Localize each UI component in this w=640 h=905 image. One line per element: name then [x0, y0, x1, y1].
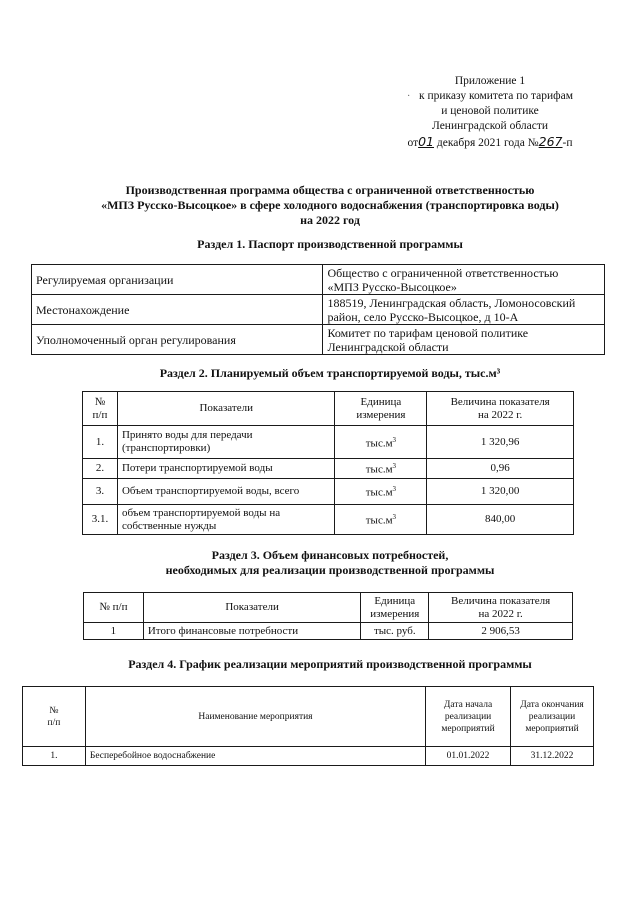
row-unit — [335, 505, 427, 535]
document-title — [40, 183, 620, 228]
header-end — [511, 687, 594, 747]
annex-header — [350, 74, 630, 151]
row-num: 2. — [83, 459, 118, 479]
header-num-line-1: № — [94, 395, 106, 408]
passport-value-line-2: район, село Русско-Высоцкое, д 10-А — [327, 309, 519, 324]
row-name — [117, 505, 335, 535]
table-row — [83, 459, 574, 479]
table-row — [32, 325, 605, 355]
header-start — [426, 687, 511, 747]
header-indicator: Показатели — [143, 593, 360, 623]
header-value — [427, 392, 574, 426]
header-unit — [361, 593, 429, 623]
table-row — [32, 295, 605, 325]
row-value: 0,96 — [427, 459, 574, 479]
header-unit-line-1: Единица — [374, 594, 416, 607]
handwritten-order-number: 267 — [538, 134, 563, 149]
row-num: 3.1. — [83, 505, 118, 535]
annex-line-3: и ценовой политике — [441, 105, 539, 117]
passport-value-line-1: 188519, Ленинградская область, Ломоносовский — [327, 295, 576, 310]
header-num — [23, 687, 86, 747]
header-name: Наименование мероприятия — [85, 687, 425, 747]
header-unit-line-2: измерения — [370, 607, 420, 620]
row-num: 1. — [83, 426, 118, 459]
header-num-line-1: № — [49, 705, 59, 716]
passport-value-line-2: Ленинградской области — [327, 339, 449, 354]
unit-text: тыс.м — [365, 486, 393, 499]
document-title-line-2: «МПЗ Русско-Высоцкое» в сфере холодного водоснабжения (транспортировка воды) — [101, 198, 559, 212]
row-unit — [335, 426, 427, 459]
header-unit-line-1: Единица — [360, 395, 402, 408]
date-suffix: -п — [562, 137, 573, 149]
unit-superscript: 3 — [392, 513, 397, 522]
header-num-line-2: п/п — [92, 408, 108, 421]
header-value-line-1: Величина показателя — [450, 395, 550, 408]
schedule-table — [22, 686, 594, 766]
passport-label: Регулируемая организации — [32, 265, 323, 295]
unit-superscript: 3 — [392, 435, 397, 444]
passport-value-line-1: Комитет по тарифам ценовой политике — [327, 325, 529, 340]
table-row — [23, 747, 594, 766]
row-value: 840,00 — [427, 505, 574, 535]
passport-label: Уполномоченный орган регулирования — [32, 325, 323, 355]
row-name: Итого финансовые потребности — [143, 623, 360, 640]
row-unit: тыс. руб. — [361, 623, 429, 640]
row-name-line-1: Принято воды для передачи — [121, 429, 253, 441]
unit-superscript: 3 — [392, 462, 397, 471]
row-start: 01.01.2022 — [426, 747, 511, 766]
header-start-line-2: реализации — [444, 711, 492, 722]
row-name — [117, 426, 335, 459]
section-1-title: Раздел 1. Паспорт производственной программы — [197, 237, 463, 251]
stray-mark: · — [407, 91, 411, 102]
annex-line — [350, 89, 630, 104]
row-value: 1 320,96 — [427, 426, 574, 459]
date-prefix: от — [407, 137, 419, 149]
row-name: Объем транспортируемой воды, всего — [117, 479, 335, 505]
table-header-row — [83, 392, 574, 426]
passport-value-line-1: Общество с ограниченной ответственностью — [327, 265, 559, 280]
passport-value — [323, 295, 605, 325]
header-start-line-1: Дата начала — [443, 699, 493, 710]
table-row — [83, 426, 574, 459]
passport-table — [31, 264, 605, 355]
passport-value-line-2: «МПЗ Русско-Высоцкое» — [327, 279, 457, 294]
passport-value — [323, 265, 605, 295]
section-3-title — [20, 548, 640, 578]
row-name: Потери транспортируемой воды — [117, 459, 335, 479]
unit-superscript: 3 — [392, 485, 397, 494]
unit-text: тыс.м — [365, 514, 393, 527]
row-name-line-1: объем транспортируемой воды на — [121, 506, 281, 519]
header-value-line-1: Величина показателя — [451, 594, 551, 607]
section-3-title-line-2: необходимых для реализации производственной программы — [165, 563, 495, 577]
section-2-title: Раздел 2. Планируемый объем транспортируемой воды, тыс.м³ — [159, 366, 501, 380]
row-num: 1. — [23, 747, 86, 766]
row-num: 1 — [84, 623, 144, 640]
handwritten-day: 01 — [418, 134, 435, 149]
row-num: 3. — [83, 479, 118, 505]
header-value-line-2: на 2022 г. — [478, 607, 523, 620]
header-value-line-2: на 2022 г. — [478, 408, 523, 421]
row-name-line-2: (транспортировки) — [121, 442, 211, 454]
document-title-line-1: Производственная программа общества с ограниченной ответственностью — [125, 183, 535, 197]
table-row — [84, 623, 573, 640]
header-start-line-3: мероприятий — [441, 723, 495, 734]
header-unit — [335, 392, 427, 426]
table-row — [32, 265, 605, 295]
date-middle: декабря 2021 года № — [434, 137, 539, 149]
passport-value — [323, 325, 605, 355]
table-row — [83, 505, 574, 535]
header-unit-line-2: измерения — [356, 408, 406, 421]
financial-needs-table — [83, 592, 573, 640]
header-num-line-2: п/п — [47, 717, 61, 728]
unit-text: тыс.м — [365, 437, 393, 450]
document-title-line-3: на 2022 год — [300, 213, 360, 227]
header-indicator: Показатели — [117, 392, 335, 426]
annex-title: Приложение 1 — [454, 75, 526, 87]
table-header-row — [84, 593, 573, 623]
header-end-line-3: мероприятий — [525, 723, 579, 734]
annex-line-4: Ленинградской области — [431, 120, 549, 132]
header-num: № п/п — [84, 593, 144, 623]
table-row — [83, 479, 574, 505]
header-end-line-1: Дата окончания — [520, 699, 584, 710]
passport-label: Местонахождение — [32, 295, 323, 325]
header-num — [83, 392, 118, 426]
section-4-title: Раздел 4. График реализации мероприятий производственной программы — [128, 657, 532, 671]
row-value: 2 906,53 — [429, 623, 573, 640]
row-name: Бесперебойное водоснабжение — [85, 747, 425, 766]
row-end: 31.12.2022 — [511, 747, 594, 766]
row-name-line-2: собственные нужды — [121, 519, 217, 532]
annex-date-line — [350, 134, 630, 151]
header-value — [429, 593, 573, 623]
row-value: 1 320,00 — [427, 479, 574, 505]
water-volume-table — [82, 391, 574, 535]
header-end-line-2: реализации — [528, 711, 576, 722]
annex-line-2: к приказу комитета по тарифам — [418, 90, 573, 102]
table-header-row — [23, 687, 594, 747]
unit-text: тыс.м — [365, 463, 393, 476]
row-unit — [335, 479, 427, 505]
row-unit — [335, 459, 427, 479]
section-3-title-line-1: Раздел 3. Объем финансовых потребностей, — [211, 548, 449, 562]
